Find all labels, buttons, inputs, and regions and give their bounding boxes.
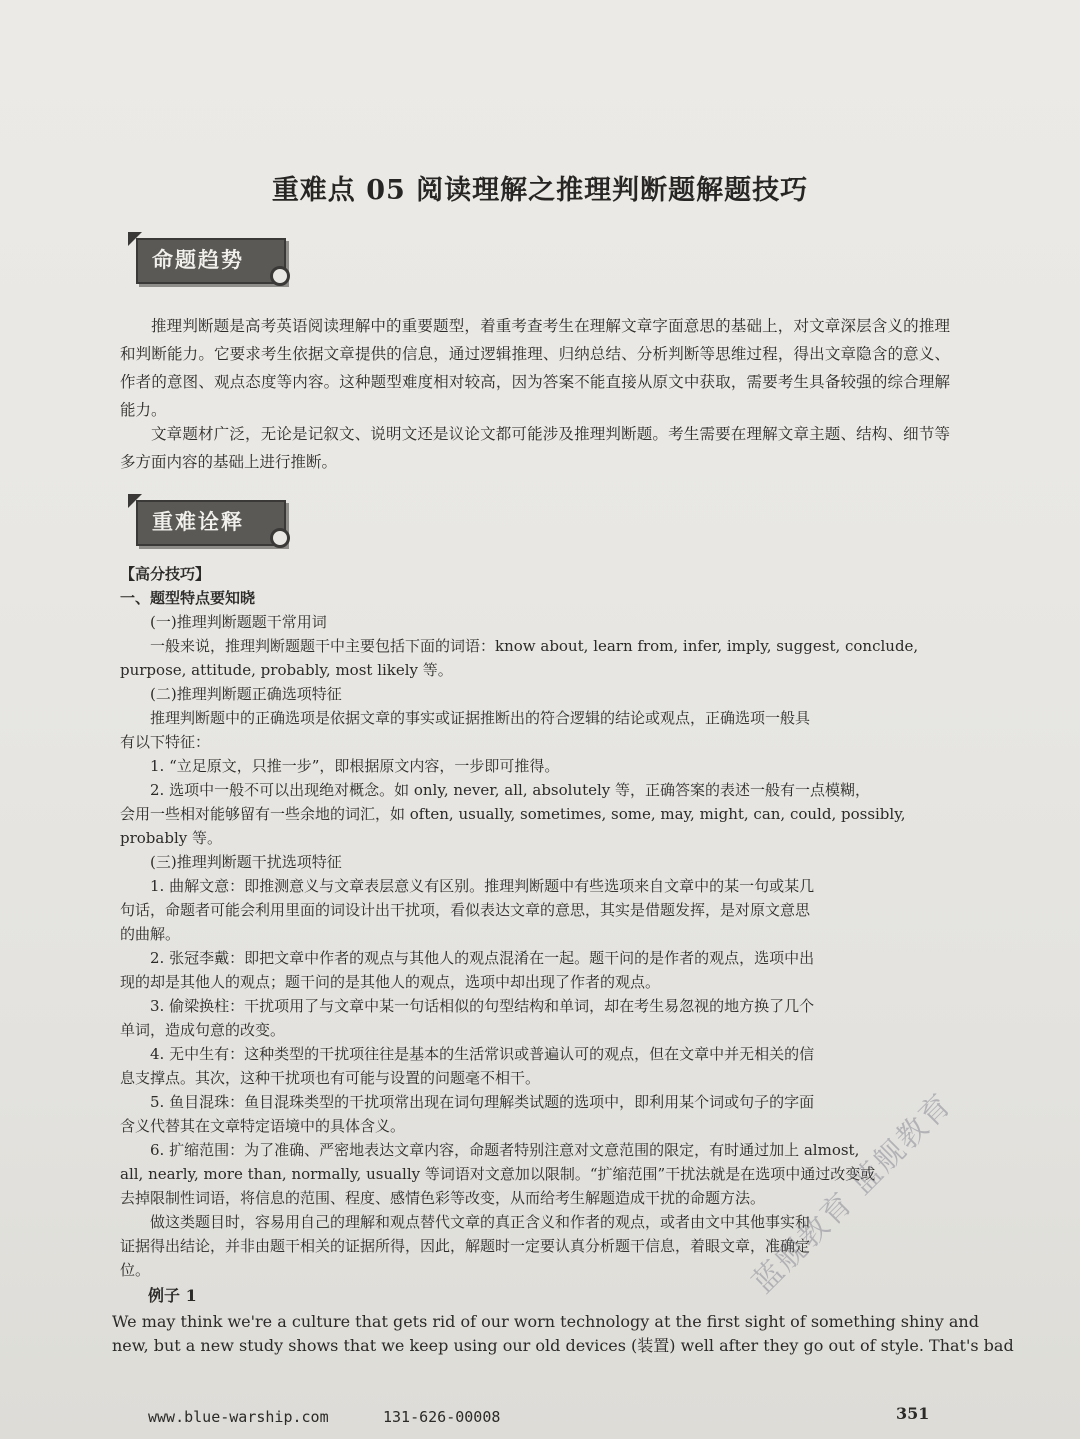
footer-phone: 131-626-00008 [383, 1408, 501, 1426]
example-label: 例子 1 [148, 1286, 197, 1305]
tag-label: 命题趋势 [152, 248, 244, 272]
intro-paragraph-2: 文章题材广泛，无论是记叙文、说明文还是议论文都可能涉及推理判断题。考生需要在理解文章主题、结构、细节等多方面内容的基础上进行推断。 [120, 425, 950, 471]
body-line: 的曲解。 [120, 925, 181, 943]
body-line: 【高分技巧】 [120, 565, 211, 583]
watermark: 蓝舰教育 蓝舰教育 [745, 1086, 960, 1301]
body-line: (二)推理判断题正确选项特征 [120, 685, 342, 703]
body-line: 息支撑点。其次，这种干扰项也有可能与设置的问题毫不相干。 [120, 1069, 541, 1087]
section-tag-explain [128, 494, 288, 544]
page-number: 351 [896, 1404, 930, 1423]
ring-icon [270, 266, 290, 286]
body-line: 单词，造成句意的改变。 [120, 1021, 286, 1039]
body-line: 有以下特征： [120, 733, 211, 751]
body-line: 做这类题目时，容易用自己的理解和观点替代文章的真正含义和作者的观点，或者由文中其他事实和 [120, 1213, 811, 1231]
body-line: 4. 无中生有：这种类型的干扰项往往是基本的生活常识或普遍认可的观点，但在文章中并无相关的信 [120, 1045, 815, 1063]
intro-paragraph-1: 推理判断题是高考英语阅读理解中的重要题型，着重考查考生在理解文章字面意思的基础上，对文章深层含义的推理和判断能力。它要求考生依据文章提供的信息，通过逻辑推理、归纳总结、分析判断等思维过程，得出文章隐含的意义、作者的意图、观点态度等内容。这种题型难度相对较高，因为答案不能直接从原文中获取，需要考生具备较强的综合理解能力。 [120, 317, 950, 419]
body-line: 6. 扩缩范围：为了准确、严密地表达文章内容，命题者特别注意对文意范围的限定，有时通过加上 almost, [120, 1141, 860, 1159]
tag-flag-icon [128, 232, 142, 246]
body-line: 5. 鱼目混珠：鱼目混珠类型的干扰项常出现在词句理解类试题的选项中，即利用某个词或句子的字面 [120, 1093, 815, 1111]
body-line: (一)推理判断题题干常用词 [120, 613, 327, 631]
footer-url: www.blue-warship.com [148, 1408, 329, 1426]
body-line: 现的却是其他人的观点；题干问的是其他人的观点，选项中却出现了作者的观点。 [120, 973, 661, 991]
body-line: 1. 曲解文意：即推测意义与文章表层意义有区别。推理判断题中有些选项来自文章中的某一句或某几 [120, 877, 815, 895]
tag-label: 重难诠释 [152, 510, 244, 534]
body-line: 位。 [120, 1261, 151, 1279]
body-line: 2. 张冠李戴：即把文章中作者的观点与其他人的观点混淆在一起。题干问的是作者的观点，选项中出 [120, 949, 815, 967]
body-line: purpose, attitude, probably, most likely 等。 [120, 661, 453, 679]
body-line: 3. 偷梁换柱：干扰项用了与文章中某一句话相似的句型结构和单词，却在考生易忽视的地方换了几个 [120, 997, 815, 1015]
body-line: 一般来说，推理判断题题干中主要包括下面的词语：know about, learn from, infer, imply, suggest, conclude, [120, 637, 919, 655]
body-line: 证据得出结论，并非由题干相关的证据所得，因此，解题时一定要认真分析题干信息，着眼文章，准确定 [120, 1237, 811, 1255]
body-line: 会用一些相对能够留有一些余地的词汇，如 often, usually, sometimes, some, may, might, can, could, possibly, [120, 805, 906, 823]
body-line: probably 等。 [120, 829, 222, 847]
example-line: new, but a new study shows that we keep using our old devices (装置) well after they go out of style. That's bad [112, 1336, 1014, 1355]
example-line: We may think we're a culture that gets rid of our worn technology at the first sight of something shiny and [112, 1312, 979, 1331]
body-line: 推理判断题中的正确选项是依据文章的事实或证据推断出的符合逻辑的结论或观点，正确选项一般具 [120, 709, 811, 727]
section-tag-trend [128, 232, 288, 282]
body-line: 2. 选项中一般不可以出现绝对概念。如 only, never, all, absolutely 等，正确答案的表述一般有一点模糊， [120, 781, 871, 799]
page-title: 重难点 05 阅读理解之推理判断题解题技巧 [271, 175, 809, 206]
body-line: 一、题型特点要知晓 [120, 589, 256, 607]
body-line: all, nearly, more than, normally, usually 等词语对文意加以限制。“扩缩范围”干扰法就是在选项中通过改变或 [120, 1165, 876, 1183]
ring-icon [270, 528, 290, 548]
tag-flag-icon [128, 494, 142, 508]
body-line: 去掉限制性词语，将信息的范围、程度、感情色彩等改变，从而给考生解题造成干扰的命题方法。 [120, 1189, 766, 1207]
body-line: 1. “立足原文，只推一步”，即根据原文内容，一步即可推得。 [120, 757, 560, 775]
body-line: 句话，命题者可能会利用里面的词设计出干扰项，看似表达文章的意思，其实是借题发挥，是对原文意思 [120, 901, 811, 919]
body-line: (三)推理判断题干扰选项特征 [120, 853, 342, 871]
body-line: 含义代替其在文章特定语境中的具体含义。 [120, 1117, 406, 1135]
